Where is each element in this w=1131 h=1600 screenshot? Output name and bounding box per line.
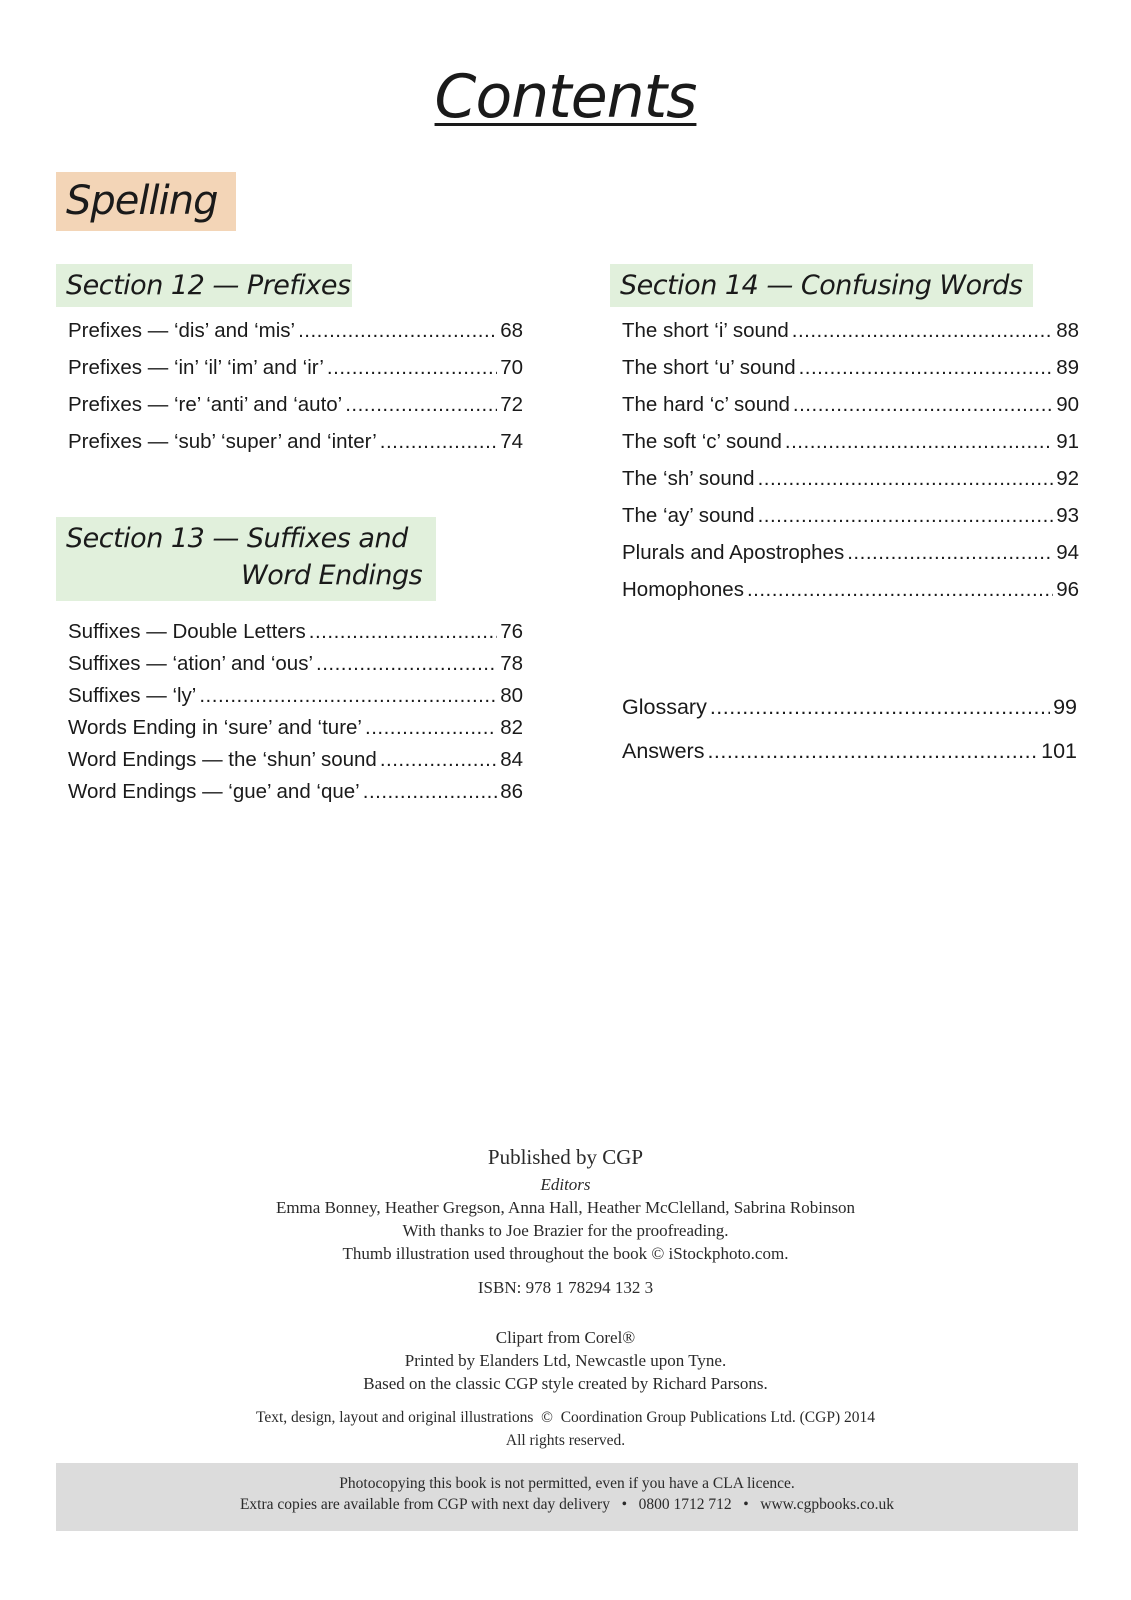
- toc-entry[interactable]: [68, 430, 523, 456]
- toc-page: 68: [500, 319, 523, 342]
- dot-leader: [327, 356, 497, 380]
- page-title: [0, 62, 1131, 132]
- based-on: Based on the classic CGP style created by Richard Parsons.: [363, 1374, 768, 1393]
- toc-label: Suffixes — Double Letters: [68, 620, 306, 643]
- dot-leader: [792, 319, 1053, 343]
- rights-line: All rights reserved.: [505, 1432, 626, 1449]
- toc-label: The hard ‘c’ sound: [622, 393, 790, 416]
- dot-leader: [316, 652, 497, 676]
- footer-extra-copies: Extra copies are available from CGP with next day delivery • 0800 1712 712 • www.cgpbooks.co.uk: [239, 1496, 895, 1513]
- section13-heading-line1: Section 13 — Suffixes and: [66, 523, 408, 554]
- toc-label: Answers: [622, 739, 705, 763]
- toc-entry[interactable]: [68, 748, 523, 774]
- editors-label: Editors: [540, 1175, 591, 1194]
- toc-page: 78: [500, 652, 523, 675]
- dot-leader: [847, 541, 1053, 565]
- dot-leader: [380, 748, 497, 772]
- dot-leader: [799, 356, 1054, 380]
- spelling-band: Spelling: [56, 172, 236, 231]
- toc-entry[interactable]: [68, 319, 523, 345]
- dot-leader: [710, 695, 1050, 720]
- toc-entry[interactable]: [622, 430, 1079, 456]
- toc-page: 91: [1056, 430, 1079, 453]
- toc-entry[interactable]: [622, 356, 1079, 382]
- toc-label: Prefixes — ‘sub’ ‘super’ and ‘inter’: [68, 430, 377, 453]
- printed-by: Printed by Elanders Ltd, Newcastle upon Tyne.: [404, 1351, 727, 1370]
- toc-entry[interactable]: [68, 393, 523, 419]
- footer-photocopy: Photocopying this book is not permitted, even if you have a CLA licence.: [339, 1475, 795, 1492]
- toc-entry[interactable]: [622, 504, 1079, 530]
- thumb-credit: Thumb illustration used throughout the book © iStockphoto.com.: [342, 1244, 789, 1263]
- toc-entry[interactable]: [68, 652, 523, 678]
- toc-page: 74: [500, 430, 523, 453]
- toc-page: 94: [1056, 541, 1079, 564]
- toc-label: Word Endings — ‘gue’ and ‘que’: [68, 780, 360, 803]
- editors-names: Emma Bonney, Heather Gregson, Anna Hall, Heather McClelland, Sabrina Robinson: [275, 1198, 856, 1217]
- toc-label: Prefixes — ‘dis’ and ‘mis’: [68, 319, 296, 342]
- toc-label: The short ‘i’ sound: [622, 319, 789, 342]
- toc-entry[interactable]: [68, 716, 523, 742]
- toc-entry[interactable]: [622, 578, 1079, 604]
- dot-leader: [785, 430, 1053, 454]
- copyright-line: Text, design, layout and original illustrations © Coordination Group Publications Ltd. (CGP) 2014: [255, 1409, 875, 1426]
- toc-entry[interactable]: [68, 684, 523, 710]
- toc-entry[interactable]: [622, 695, 1077, 721]
- toc-label: Suffixes — ‘ly’: [68, 684, 197, 707]
- page-title-text: Contents: [434, 62, 697, 132]
- toc-label: The short ‘u’ sound: [622, 356, 796, 379]
- toc-entry[interactable]: [622, 739, 1077, 765]
- thanks-line: With thanks to Joe Brazier for the proofreading.: [402, 1221, 729, 1240]
- toc-page: 86: [500, 780, 523, 803]
- toc-entry[interactable]: [68, 780, 523, 806]
- dot-leader: [758, 467, 1054, 491]
- toc-entry[interactable]: [68, 356, 523, 382]
- dot-leader: [707, 739, 1038, 764]
- toc-label: Prefixes — ‘re’ ‘anti’ and ‘auto’: [68, 393, 343, 416]
- toc-entry[interactable]: [622, 541, 1079, 567]
- toc-entry[interactable]: [622, 319, 1079, 345]
- toc-label: The ‘ay’ sound: [622, 504, 755, 527]
- toc-label: Plurals and Apostrophes: [622, 541, 845, 564]
- toc-page: 82: [500, 716, 523, 739]
- dot-leader: [199, 684, 497, 708]
- dot-leader: [365, 716, 497, 740]
- section13-heading: [56, 517, 436, 601]
- toc-label: The soft ‘c’ sound: [622, 430, 782, 453]
- section14-heading: Section 14 — Confusing Words: [610, 264, 1033, 307]
- toc-page: 101: [1041, 739, 1077, 763]
- footer-band: [56, 1463, 1078, 1531]
- toc-label: Word Endings — the ‘shun’ sound: [68, 748, 377, 771]
- toc-page: 84: [500, 748, 523, 771]
- toc-label: Suffixes — ‘ation’ and ‘ous’: [68, 652, 313, 675]
- toc-page: 90: [1056, 393, 1079, 416]
- dot-leader: [309, 620, 497, 644]
- dot-leader: [345, 393, 497, 417]
- clipart-credit: Clipart from Corel®: [495, 1328, 636, 1347]
- isbn: ISBN: 978 1 78294 132 3: [477, 1278, 654, 1297]
- toc-page: 70: [500, 356, 523, 379]
- toc-page: 92: [1056, 467, 1079, 490]
- toc-page: 72: [500, 393, 523, 416]
- toc-page: 80: [500, 684, 523, 707]
- toc-label: Homophones: [622, 578, 744, 601]
- dot-leader: [758, 504, 1054, 528]
- dot-leader: [363, 780, 497, 804]
- dot-leader: [747, 578, 1053, 602]
- toc-page: 89: [1056, 356, 1079, 379]
- toc-page: 88: [1056, 319, 1079, 342]
- toc-entry[interactable]: [68, 620, 523, 646]
- toc-page: 96: [1056, 578, 1079, 601]
- toc-page: 93: [1056, 504, 1079, 527]
- toc-page: 76: [500, 620, 523, 643]
- toc-page: 99: [1053, 695, 1077, 719]
- toc-label: Prefixes — ‘in’ ‘il’ ‘im’ and ‘ir’: [68, 356, 324, 379]
- dot-leader: [298, 319, 497, 343]
- dot-leader: [793, 393, 1053, 417]
- section13-heading-line2: Word Endings: [241, 560, 423, 591]
- toc-label: Words Ending in ‘sure’ and ‘ture’: [68, 716, 362, 739]
- published-by: Published by CGP: [487, 1145, 644, 1169]
- section12-heading: Section 12 — Prefixes: [56, 264, 352, 307]
- toc-entry[interactable]: [622, 467, 1079, 493]
- toc-label: The ‘sh’ sound: [622, 467, 755, 490]
- dot-leader: [380, 430, 497, 454]
- toc-entry[interactable]: [622, 393, 1079, 419]
- toc-label: Glossary: [622, 695, 707, 719]
